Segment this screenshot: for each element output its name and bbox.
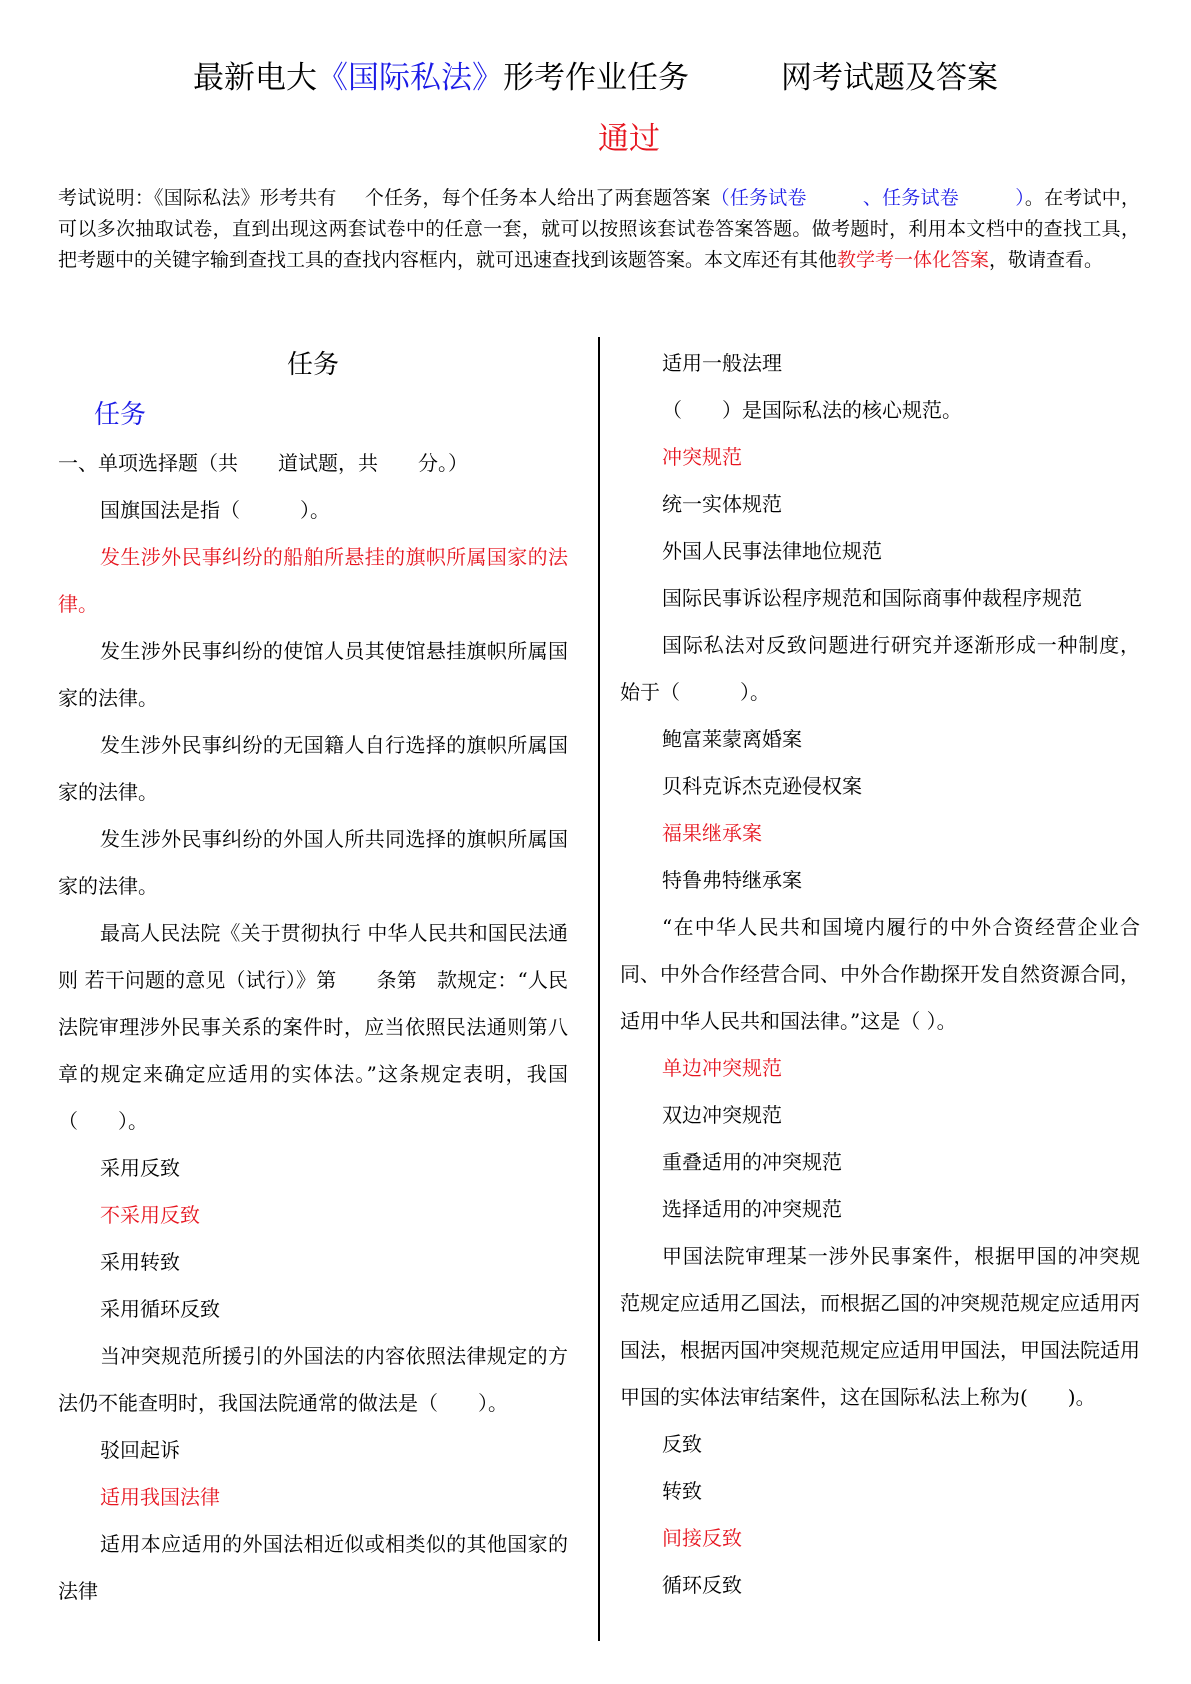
option: 发生涉外民事纠纷的使馆人员其使馆悬挂旗帜所属国家的法律。 <box>58 639 568 710</box>
left-column <box>58 340 568 1615</box>
intro-text-2: 个任务，每个任务本人给出了两套题答案 <box>364 187 711 209</box>
title-suffix: 形考作业任务 <box>503 60 689 96</box>
document-subtitle: 通过 <box>598 121 660 157</box>
answer-option: 间接反致 <box>662 1526 742 1550</box>
option: 反致 <box>662 1432 702 1456</box>
question-stem: 国旗国法是指（ ）。 <box>100 498 330 522</box>
question-stem: 甲国法院审理某一涉外民事案件，根据甲国的冲突规范规定应适用乙国法，而根据乙国的冲突规范规定应适用丙国法，根据丙国冲突规范规定应适用甲国法，甲国法院适用甲国的实体法审结案件，这在国际私法上称为( )。 <box>620 1244 1140 1409</box>
option: 采用转致 <box>100 1250 180 1274</box>
answer-option: 适用我国法律 <box>100 1485 220 1509</box>
task-title: 任务 <box>94 400 147 430</box>
answer-option: 冲突规范 <box>662 445 742 469</box>
title-prefix: 最新电大 <box>193 60 317 96</box>
intro-text-1: 考试说明：《国际私法》形考共有 <box>58 187 337 209</box>
option: 发生涉外民事纠纷的无国籍人自行选择的旗帜所属国家的法律。 <box>58 733 568 804</box>
option: 统一实体规范 <box>662 492 782 516</box>
option: 鲍富莱蒙离婚案 <box>662 727 802 751</box>
column-divider <box>598 337 600 1641</box>
title-tail: 网考试题及答案 <box>781 60 998 96</box>
question-stem: 最高人民法院《关于贯彻执行 中华人民共和国民法通则 若干问题的意见（试行）》第 条第 款规定：“人民法院审理涉外民事关系的案件时，应当依照民法通则第八章的规定来确定应适用的实体法。”这条规定表明，我国（ ）。 <box>58 921 568 1133</box>
title-book-name: 《国际私法》 <box>317 60 503 96</box>
question-stem: （ ）是国际私法的核心规范。 <box>662 398 962 422</box>
option: 转致 <box>662 1479 702 1503</box>
document-title <box>0 56 1191 100</box>
part-heading: 一、单项选择题（共 道试题，共 分。） <box>58 451 468 475</box>
answer-option: 发生涉外民事纠纷的船舶所悬挂的旗帜所属国家的法律。 <box>58 545 568 616</box>
exam-instructions <box>58 183 1140 276</box>
option: 外国人民事法律地位规范 <box>662 539 882 563</box>
intro-text-3: 。在考试中，可以多次抽取试卷，直到出现这两套试卷中的任意一套，就可以按照该套试卷答案答题。做考题时，利用本文档中的查找工具，把考题中的关键字输到查找工具的查找内容框内，就可迅速查找到该题答案。本文库还有其他 <box>58 187 1140 271</box>
option: 驳回起诉 <box>100 1438 180 1462</box>
question-stem: 当冲突规范所援引的外国法的内容依照法律规定的方法仍不能查明时，我国法院通常的做法是（ ）。 <box>58 1344 568 1415</box>
right-column <box>620 340 1140 1609</box>
option: 国际民事诉讼程序规范和国际商事仲裁程序规范 <box>662 586 1082 610</box>
option: 发生涉外民事纠纷的外国人所共同选择的旗帜所属国家的法律。 <box>58 827 568 898</box>
option: 适用本应适用的外国法相近似或相类似的其他国家的法律 <box>58 1532 568 1603</box>
option: 双边冲突规范 <box>662 1103 782 1127</box>
option: 采用反致 <box>100 1156 180 1180</box>
option: 特鲁弗特继承案 <box>662 868 802 892</box>
question-stem: “在中华人民共和国境内履行的中外合资经营企业合同、中外合作经营合同、中外合作勘探开发自然资源合同，适用中华人民共和国法律。”这是（ ）。 <box>620 915 1140 1033</box>
answer-option: 福果继承案 <box>662 821 762 845</box>
intro-link[interactable]: 教学考一体化答案 <box>837 249 990 271</box>
section-title: 任务 <box>286 350 339 380</box>
intro-text-4: ，敬请查看。 <box>989 249 1104 271</box>
option: 贝科克诉杰克逊侵权案 <box>662 774 862 798</box>
option: 循环反致 <box>662 1573 742 1597</box>
option: 重叠适用的冲突规范 <box>662 1150 842 1174</box>
answer-option: 单边冲突规范 <box>662 1056 782 1080</box>
question-stem: 国际私法对反致问题进行研究并逐渐形成一种制度，始于（ ）。 <box>620 633 1140 704</box>
option: 选择适用的冲突规范 <box>662 1197 842 1221</box>
intro-task-paper-ref: （任务试卷 、任务试卷 ） <box>710 187 1025 209</box>
answer-option: 不采用反致 <box>100 1203 200 1227</box>
option: 适用一般法理 <box>662 351 782 375</box>
option: 采用循环反致 <box>100 1297 220 1321</box>
